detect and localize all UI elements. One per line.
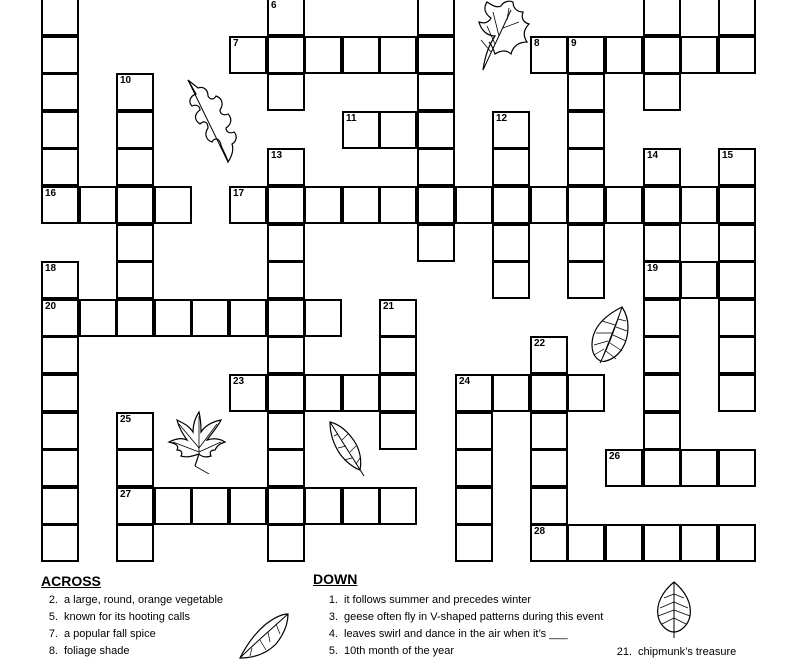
- crossword-cell[interactable]: [530, 36, 568, 74]
- crossword-cell[interactable]: [643, 524, 681, 562]
- crossword-cell[interactable]: [267, 374, 305, 412]
- crossword-cell[interactable]: [41, 449, 79, 487]
- crossword-cell[interactable]: [567, 186, 605, 224]
- crossword-cell[interactable]: [643, 374, 681, 412]
- clue-number-label: 7: [233, 38, 239, 49]
- crossword-cell[interactable]: [567, 148, 605, 186]
- clue-text: 10th month of the year: [344, 645, 455, 657]
- crossword-cell[interactable]: [41, 524, 79, 562]
- crossword-cell[interactable]: [267, 412, 305, 450]
- crossword-cell[interactable]: [342, 487, 380, 525]
- crossword-cell[interactable]: [154, 186, 192, 224]
- crossword-cell[interactable]: [342, 186, 380, 224]
- crossword-cell[interactable]: [267, 148, 305, 186]
- crossword-cell[interactable]: [530, 487, 568, 525]
- crossword-cell[interactable]: [267, 186, 305, 224]
- crossword-cell[interactable]: [342, 36, 380, 74]
- crossword-cell[interactable]: [267, 336, 305, 374]
- clue-number-label: 17: [233, 188, 245, 199]
- crossword-cell[interactable]: [530, 449, 568, 487]
- crossword-cell[interactable]: [605, 524, 643, 562]
- crossword-cell[interactable]: [680, 261, 718, 299]
- clue-number: 7.: [48, 628, 58, 640]
- clue-text: leaves swirl and dance in the air when it’s ___: [344, 628, 568, 640]
- crossword-cell[interactable]: [680, 524, 718, 562]
- crossword-cell[interactable]: [680, 449, 718, 487]
- crossword-cell[interactable]: [718, 299, 756, 337]
- across-clue: [40, 628, 156, 640]
- crossword-cell[interactable]: [304, 299, 342, 337]
- birch-leaf-icon: [588, 305, 632, 367]
- crossword-cell[interactable]: [643, 73, 681, 111]
- crossword-cell[interactable]: [379, 299, 417, 337]
- crossword-cell[interactable]: [492, 186, 530, 224]
- across-clue: [40, 611, 190, 623]
- crossword-cell[interactable]: [41, 73, 79, 111]
- crossword-cell[interactable]: [455, 186, 493, 224]
- crossword-cell[interactable]: [379, 36, 417, 74]
- crossword-cell[interactable]: [41, 336, 79, 374]
- crossword-cell[interactable]: [643, 224, 681, 262]
- clue-number-label: 15: [722, 150, 734, 161]
- crossword-cell[interactable]: [718, 374, 756, 412]
- crossword-cell[interactable]: [455, 449, 493, 487]
- crossword-cell[interactable]: [567, 261, 605, 299]
- crossword-cell[interactable]: [229, 487, 267, 525]
- crossword-cell[interactable]: [41, 374, 79, 412]
- down-clue: [320, 594, 531, 606]
- crossword-cell[interactable]: [605, 449, 643, 487]
- crossword-cell[interactable]: [643, 261, 681, 299]
- down-clue: [320, 628, 568, 640]
- clue-number-label: 28: [534, 526, 546, 537]
- crossword-cell[interactable]: [718, 336, 756, 374]
- clue-number: 5.: [48, 611, 58, 623]
- crossword-cell[interactable]: [643, 0, 681, 36]
- crossword-cell[interactable]: [455, 487, 493, 525]
- crossword-cell[interactable]: [379, 186, 417, 224]
- crossword-cell[interactable]: [417, 186, 455, 224]
- crossword-cell[interactable]: [116, 487, 154, 525]
- clue-number-label: 13: [271, 150, 283, 161]
- crossword-cell[interactable]: [530, 336, 568, 374]
- clue-number-label: 9: [571, 38, 577, 49]
- oak-leaf-icon: [465, 0, 535, 72]
- crossword-cell[interactable]: [154, 299, 192, 337]
- crossword-cell[interactable]: [417, 73, 455, 111]
- crossword-cell[interactable]: [304, 186, 342, 224]
- crossword-cell[interactable]: [379, 374, 417, 412]
- crossword-cell[interactable]: [567, 36, 605, 74]
- clue-number-label: 26: [609, 451, 621, 462]
- crossword-cell[interactable]: [492, 111, 530, 149]
- crossword-cell[interactable]: [79, 186, 117, 224]
- crossword-cell[interactable]: [605, 186, 643, 224]
- crossword-cell[interactable]: [718, 0, 756, 36]
- down-clue: [614, 646, 736, 658]
- crossword-cell[interactable]: [680, 186, 718, 224]
- crossword-cell[interactable]: [304, 374, 342, 412]
- crossword-cell[interactable]: [342, 111, 380, 149]
- clue-number: 4.: [328, 628, 338, 640]
- crossword-cell[interactable]: [229, 36, 267, 74]
- clue-number: 3.: [328, 611, 338, 623]
- elm-leaf-icon: [326, 420, 366, 476]
- across-clue: [40, 645, 129, 657]
- crossword-cell[interactable]: [116, 148, 154, 186]
- crossword-cell[interactable]: [643, 148, 681, 186]
- crossword-cell[interactable]: [605, 36, 643, 74]
- crossword-cell[interactable]: [304, 487, 342, 525]
- clue-number-label: 19: [647, 263, 659, 274]
- crossword-cell[interactable]: [267, 524, 305, 562]
- crossword-cell[interactable]: [567, 224, 605, 262]
- crossword-cell[interactable]: [267, 0, 305, 36]
- clue-number-label: 23: [233, 376, 245, 387]
- crossword-cell[interactable]: [41, 299, 79, 337]
- crossword-cell[interactable]: [191, 299, 229, 337]
- crossword-cell[interactable]: [567, 524, 605, 562]
- crossword-cell[interactable]: [267, 261, 305, 299]
- crossword-cell[interactable]: [492, 224, 530, 262]
- crossword-cell[interactable]: [116, 261, 154, 299]
- crossword-cell[interactable]: [718, 224, 756, 262]
- clue-number-label: 21: [383, 301, 395, 312]
- crossword-cell[interactable]: [455, 374, 493, 412]
- crossword-cell[interactable]: [643, 336, 681, 374]
- crossword-cell[interactable]: [267, 449, 305, 487]
- crossword-cell[interactable]: [680, 36, 718, 74]
- crossword-cell[interactable]: [567, 374, 605, 412]
- crossword-cell[interactable]: [41, 148, 79, 186]
- clue-number-label: 12: [496, 113, 508, 124]
- crossword-cell[interactable]: [718, 36, 756, 74]
- crossword-cell[interactable]: [567, 73, 605, 111]
- clue-text: foliage shade: [64, 645, 130, 657]
- crossword-cell[interactable]: [530, 412, 568, 450]
- clue-number-label: 14: [647, 150, 659, 161]
- crossword-cell[interactable]: [79, 299, 117, 337]
- clue-text: known for its hooting calls: [64, 611, 190, 623]
- crossword-cell[interactable]: [116, 186, 154, 224]
- crossword-cell[interactable]: [455, 412, 493, 450]
- clue-number-label: 16: [45, 188, 57, 199]
- clue-number: 5.: [328, 645, 338, 657]
- crossword-cell[interactable]: [643, 412, 681, 450]
- crossword-cell[interactable]: [116, 449, 154, 487]
- clue-number-label: 8: [534, 38, 540, 49]
- crossword-cell[interactable]: [567, 111, 605, 149]
- clue-number: 8.: [48, 645, 58, 657]
- crossword-cell[interactable]: [229, 374, 267, 412]
- crossword-cell[interactable]: [41, 0, 79, 36]
- clue-number-label: 10: [120, 75, 132, 86]
- crossword-cell[interactable]: [342, 374, 380, 412]
- crossword-cell[interactable]: [116, 524, 154, 562]
- crossword-cell[interactable]: [643, 299, 681, 337]
- clue-text: a large, round, orange vegetable: [64, 594, 224, 606]
- down-clue: [320, 611, 603, 623]
- clue-number-label: 11: [346, 113, 357, 124]
- crossword-cell[interactable]: [116, 299, 154, 337]
- clue-number-label: 22: [534, 338, 546, 349]
- crossword-cell[interactable]: [379, 487, 417, 525]
- clue-number-label: 20: [45, 301, 57, 312]
- crossword-cell[interactable]: [116, 224, 154, 262]
- crossword-cell[interactable]: [116, 412, 154, 450]
- clue-number-label: 27: [120, 489, 132, 500]
- crossword-cell[interactable]: [643, 449, 681, 487]
- crossword-cell[interactable]: [379, 336, 417, 374]
- crossword-cell[interactable]: [718, 524, 756, 562]
- clue-number-label: 18: [45, 263, 57, 274]
- clue-number-label: 6: [271, 0, 277, 11]
- clue-text: a popular fall spice: [64, 628, 156, 640]
- clue-number: 21.: [616, 646, 632, 658]
- crossword-cell[interactable]: [267, 73, 305, 111]
- crossword-cell[interactable]: [41, 487, 79, 525]
- crossword-cell[interactable]: [304, 36, 342, 74]
- clue-number-label: 25: [120, 414, 132, 425]
- maple-leaf-icon: [165, 410, 229, 474]
- across-clue: [40, 594, 223, 606]
- crossword-cell[interactable]: [267, 487, 305, 525]
- crossword-cell[interactable]: [267, 224, 305, 262]
- crossword-cell[interactable]: [718, 148, 756, 186]
- crossword-cell[interactable]: [718, 186, 756, 224]
- down-heading: DOWN: [313, 571, 358, 587]
- clue-text: it follows summer and precedes winter: [344, 594, 532, 606]
- crossword-cell[interactable]: [267, 36, 305, 74]
- beech-leaf-icon: [236, 612, 292, 660]
- clue-text: geese often fly in V-shaped patterns during this event: [344, 611, 604, 623]
- crossword-cell[interactable]: [154, 487, 192, 525]
- clue-text: chipmunk’s treasure: [638, 646, 737, 658]
- clue-number-label: 24: [459, 376, 471, 387]
- crossword-cell[interactable]: [530, 524, 568, 562]
- crossword-cell[interactable]: [379, 111, 417, 149]
- crossword-cell[interactable]: [41, 186, 79, 224]
- across-heading: ACROSS: [41, 573, 101, 589]
- crossword-cell[interactable]: [530, 186, 568, 224]
- crossword-cell[interactable]: [643, 186, 681, 224]
- crossword-cell[interactable]: [492, 261, 530, 299]
- crossword-cell[interactable]: [530, 374, 568, 412]
- crossword-cell[interactable]: [718, 261, 756, 299]
- crossword-cell[interactable]: [116, 111, 154, 149]
- crossword-cell[interactable]: [643, 36, 681, 74]
- clue-number: 1.: [328, 594, 338, 606]
- crossword-cell[interactable]: [417, 36, 455, 74]
- crossword-cell[interactable]: [492, 374, 530, 412]
- oak-leaf-icon: [182, 78, 240, 164]
- crossword-cell[interactable]: [718, 449, 756, 487]
- crossword-cell[interactable]: [417, 111, 455, 149]
- crossword-cell[interactable]: [379, 412, 417, 450]
- crossword-cell[interactable]: [116, 73, 154, 111]
- crossword-cell[interactable]: [41, 111, 79, 149]
- crossword-cell[interactable]: [455, 524, 493, 562]
- crossword-cell[interactable]: [417, 224, 455, 262]
- crossword-cell[interactable]: [41, 261, 79, 299]
- elm-leaf-icon: [652, 580, 696, 640]
- down-clue: [320, 645, 454, 657]
- crossword-cell[interactable]: [229, 299, 267, 337]
- crossword-cell[interactable]: [417, 0, 455, 36]
- crossword-cell[interactable]: [417, 148, 455, 186]
- clue-number: 2.: [48, 594, 58, 606]
- crossword-cell[interactable]: [229, 186, 267, 224]
- crossword-cell[interactable]: [41, 412, 79, 450]
- crossword-cell[interactable]: [191, 487, 229, 525]
- crossword-cell[interactable]: [492, 148, 530, 186]
- crossword-cell[interactable]: [41, 36, 79, 74]
- crossword-cell[interactable]: [267, 299, 305, 337]
